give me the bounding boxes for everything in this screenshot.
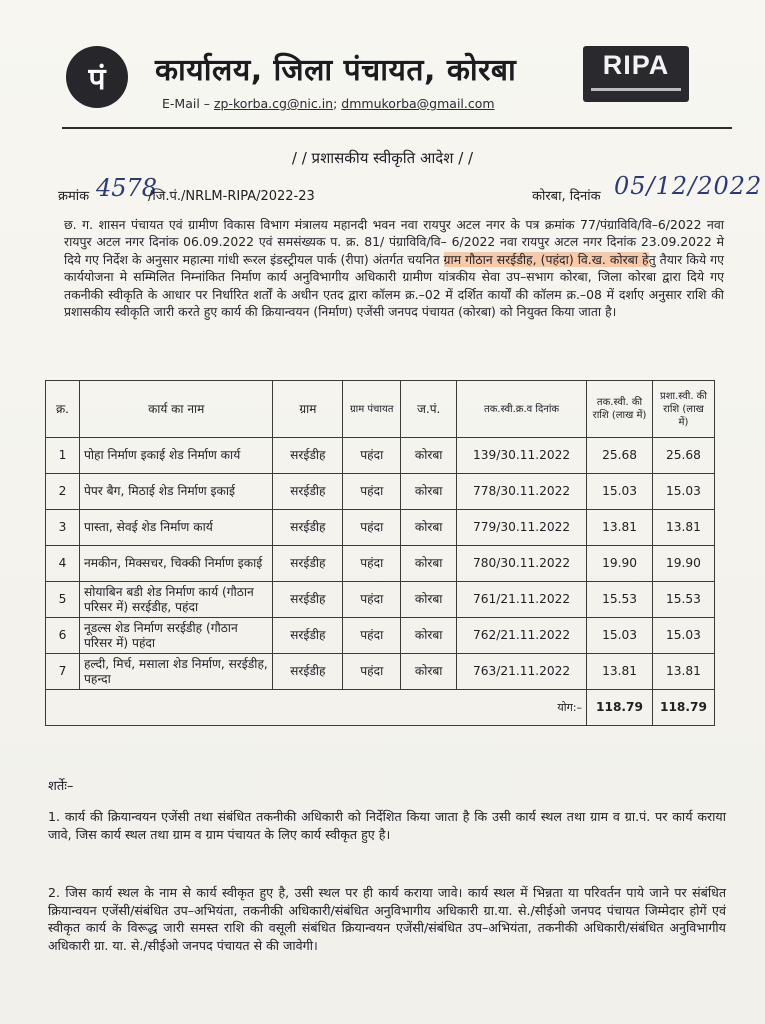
cell-gram-panchayat: पहंदा (343, 546, 401, 582)
cell-village: सरईडीह (273, 546, 343, 582)
total-label: योग:– (46, 690, 587, 726)
cell-ts-ref: 763/21.11.2022 (457, 654, 587, 690)
email-link-2[interactable]: dmmukorba@gmail.com (341, 96, 495, 111)
col-header-sn: क्र. (46, 381, 80, 438)
cell-ts-ref: 761/21.11.2022 (457, 582, 587, 618)
cell-as-amount: 13.81 (652, 510, 714, 546)
table-header-row (46, 381, 715, 438)
cell-village: सरईडीह (273, 438, 343, 474)
works-table (45, 380, 715, 726)
cell-as-amount: 15.53 (652, 582, 714, 618)
table-row (46, 546, 715, 582)
cell-as-amount: 25.68 (652, 438, 714, 474)
cell-ts-ref: 780/30.11.2022 (457, 546, 587, 582)
table-total-row (46, 690, 715, 726)
intro-part-2: तु तैयार किये गए कार्ययोजना मे सम्मिलित निम्नांकित निर्माण कार्य अनुविभागीय अधिकारी ग्रामीण यांत्रकीय सेवा उप–सभाग कोरबा, जिला कोरबा द्वारा दिये गए तकनीकी स्वीकृति के आधार पर निर्धारित शर्तों के अधीन एतद द्वारा कॉलम क्र.–02 में दर्शित कार्यों की कॉलम क्र.–08 में दर्शाए अनुसार राशि की प्रशासकीय स्वीकृति जारी करते हुए कार्य की क्रियान्वयन (निर्माण) एजेंसी जनपद पंचायत (कोरबा) को नियुक्त किया जाता है। (64, 251, 724, 320)
email-link-1[interactable]: zp-korba.cg@nic.in (214, 96, 334, 111)
total-as-amount: 118.79 (652, 690, 714, 726)
cell-work-name: पास्ता, सेवई शेड निर्माण कार्य (79, 510, 272, 546)
email-separator: ; (333, 96, 342, 111)
cell-village: सरईडीह (273, 582, 343, 618)
cell-janpad: कोरबा (401, 438, 457, 474)
col-header-work-name: कार्य का नाम (79, 381, 272, 438)
email-line (162, 96, 495, 111)
cell-work-name: नूडल्स शेड निर्माण सरईडीह (गौठान परिसर में) पहंदा (79, 618, 272, 654)
date-handwritten: 05/12/2022 (614, 172, 763, 200)
cell-as-amount: 15.03 (652, 474, 714, 510)
cell-ts-amount: 15.03 (587, 618, 653, 654)
ref-number-rest: /जि.पं./NRLM-RIPA/2022-23 (148, 189, 315, 204)
cell-ts-amount: 19.90 (587, 546, 653, 582)
cell-ts-ref: 778/30.11.2022 (457, 474, 587, 510)
col-header-ts-amount: तक.स्वी. की राशि (लाख में) (587, 381, 653, 438)
col-header-janpad: ज.पं. (401, 381, 457, 438)
table-row (46, 654, 715, 690)
condition-item-1: 1. कार्य की क्रियान्वयन एजेंसी तथा संबंधित तकनीकी अधिकारी को निर्देशित किया जाता है कि उसी कार्य स्थल तथा ग्राम व ग्रा.पं. पर कार्य कराया जावे, जिस कार्य स्थल तथा ग्राम व ग्राम पंचायत के लिए कार्य स्वीकृत हुए है। (48, 809, 726, 842)
cell-as-amount: 13.81 (652, 654, 714, 690)
table-row (46, 474, 715, 510)
cell-village: सरईडीह (273, 474, 343, 510)
cell-work-name: सोयाबिन बडी शेड निर्माण कार्य (गौठान परिसर में) सरईडीह, पहंदा (79, 582, 272, 618)
intro-highlight: ग्राम गौठान सरईडीह, (पहंदा) वि.ख. कोरबा हे (443, 251, 649, 267)
cell-ts-amount: 13.81 (587, 654, 653, 690)
intro-paragraph (64, 216, 724, 320)
cell-sn: 7 (46, 654, 80, 690)
cell-sn: 1 (46, 438, 80, 474)
col-header-gram-panchayat: ग्राम पंचायत (343, 381, 401, 438)
cell-work-name: पेपर बैग, मिठाई शेड निर्माण इकाई (79, 474, 272, 510)
ripa-logo-icon (583, 46, 689, 102)
cell-village: सरईडीह (273, 510, 343, 546)
condition-item-2: 2. जिस कार्य स्थल के नाम से कार्य स्वीकृत हुए है, उसी स्थल पर ही कार्य कराया जावे। कार्य स्थल में भिन्नता या परिवर्तन पाये जाने पर संबंधित क्रियान्वयन एजेंसी/संबंधित उप–अभियंता, तकनीकी अधिकारी/संबंधित अनुविभागीय अधिकारी ग्रा.या. से./सीईओ जनपद पंचायत जिम्मेदार होगें एवं स्वीकृत कार्य के विरूद्ध जारी समस्त राशि की वसूली संबंधित क्रियान्वयन एजेंसी/संबंधित उप–अभियंता, तकनीकी अधिकारी/संबंधित अनुविभागीय अधिकारी ग्रा. या. से./सीईओ जनपद पंचायत से की जावेगी। (48, 885, 726, 953)
cell-gram-panchayat: पहंदा (343, 438, 401, 474)
cell-ts-ref: 762/21.11.2022 (457, 618, 587, 654)
ripa-logo-underline (591, 88, 681, 91)
table-row (46, 582, 715, 618)
col-header-village: ग्राम (273, 381, 343, 438)
cell-sn: 4 (46, 546, 80, 582)
cell-janpad: कोरबा (401, 510, 457, 546)
date-label: कोरबा, दिनांक (532, 189, 601, 204)
cell-janpad: कोरबा (401, 582, 457, 618)
col-header-ts-ref: तक.स्वी.क्र.व दिनांक (457, 381, 587, 438)
cell-sn: 6 (46, 618, 80, 654)
cell-janpad: कोरबा (401, 618, 457, 654)
cell-ts-amount: 15.53 (587, 582, 653, 618)
cell-gram-panchayat: पहंदा (343, 618, 401, 654)
col-header-as-amount: प्रशा.स्वी. की राशि (लाख में) (652, 381, 714, 438)
table-row (46, 510, 715, 546)
jila-panchayat-logo-icon: पं (66, 46, 128, 108)
header-divider (62, 127, 732, 129)
cell-work-name: नमकीन, मिक्सचर, चिक्की निर्माण इकाई (79, 546, 272, 582)
cell-work-name: हल्दी, मिर्च, मसाला शेड निर्माण, सरईडीह, पहन्दा (79, 654, 272, 690)
cell-gram-panchayat: पहंदा (343, 582, 401, 618)
cell-gram-panchayat: पहंदा (343, 654, 401, 690)
cell-village: सरईडीह (273, 618, 343, 654)
reference-line (58, 172, 763, 210)
cell-gram-panchayat: पहंदा (343, 510, 401, 546)
cell-as-amount: 15.03 (652, 618, 714, 654)
cell-gram-panchayat: पहंदा (343, 474, 401, 510)
ref-label: क्रमांक (58, 189, 90, 204)
cell-janpad: कोरबा (401, 546, 457, 582)
cell-ts-amount: 15.03 (587, 474, 653, 510)
cell-ts-ref: 139/30.11.2022 (457, 438, 587, 474)
cell-work-name: पोहा निर्माण इकाई शेड निर्माण कार्य (79, 438, 272, 474)
cell-sn: 2 (46, 474, 80, 510)
cell-janpad: कोरबा (401, 474, 457, 510)
cell-ts-ref: 779/30.11.2022 (457, 510, 587, 546)
table-row (46, 618, 715, 654)
table-row (46, 438, 715, 474)
letterhead (0, 0, 765, 128)
cell-sn: 3 (46, 510, 80, 546)
cell-village: सरईडीह (273, 654, 343, 690)
ref-number-handwritten: 4578 (96, 174, 158, 202)
ripa-logo-text: RIPA (602, 50, 670, 80)
office-title: कार्यालय, जिला पंचायत, कोरबा (155, 53, 517, 88)
total-ts-amount: 118.79 (587, 690, 653, 726)
order-heading: / / प्रशासकीय स्वीकृति आदेश / / (291, 149, 474, 167)
cell-janpad: कोरबा (401, 654, 457, 690)
cell-as-amount: 19.90 (652, 546, 714, 582)
cell-sn: 5 (46, 582, 80, 618)
conditions-title: शर्तेः– (48, 779, 74, 794)
email-prefix: E-Mail – (162, 96, 214, 111)
intro-part-1: छ. ग. शासन पंचायत एवं ग्रामीण विकास विभाग मंत्रालय महानदी भवन नवा रायपुर अटल नगर के पत्र क्रमांक 77/पंग्राविवि/वि–6/2022 नवा रायपुर अटल नगर दिनांक 06.09.2022 एवं समसंख्यक प. क्र. 81/ पंग्राविवि/वि– 6/2022 नवा रायपुर अटल नगर दिनांक 23.09.2022 मे दिये गए निर्देश के अनुसार महात्मा गांधी रूरल इंडस्ट्रीयल पार्क (रीपा) अंतर्गत चयनित (64, 217, 724, 267)
cell-ts-amount: 13.81 (587, 510, 653, 546)
cell-ts-amount: 25.68 (587, 438, 653, 474)
